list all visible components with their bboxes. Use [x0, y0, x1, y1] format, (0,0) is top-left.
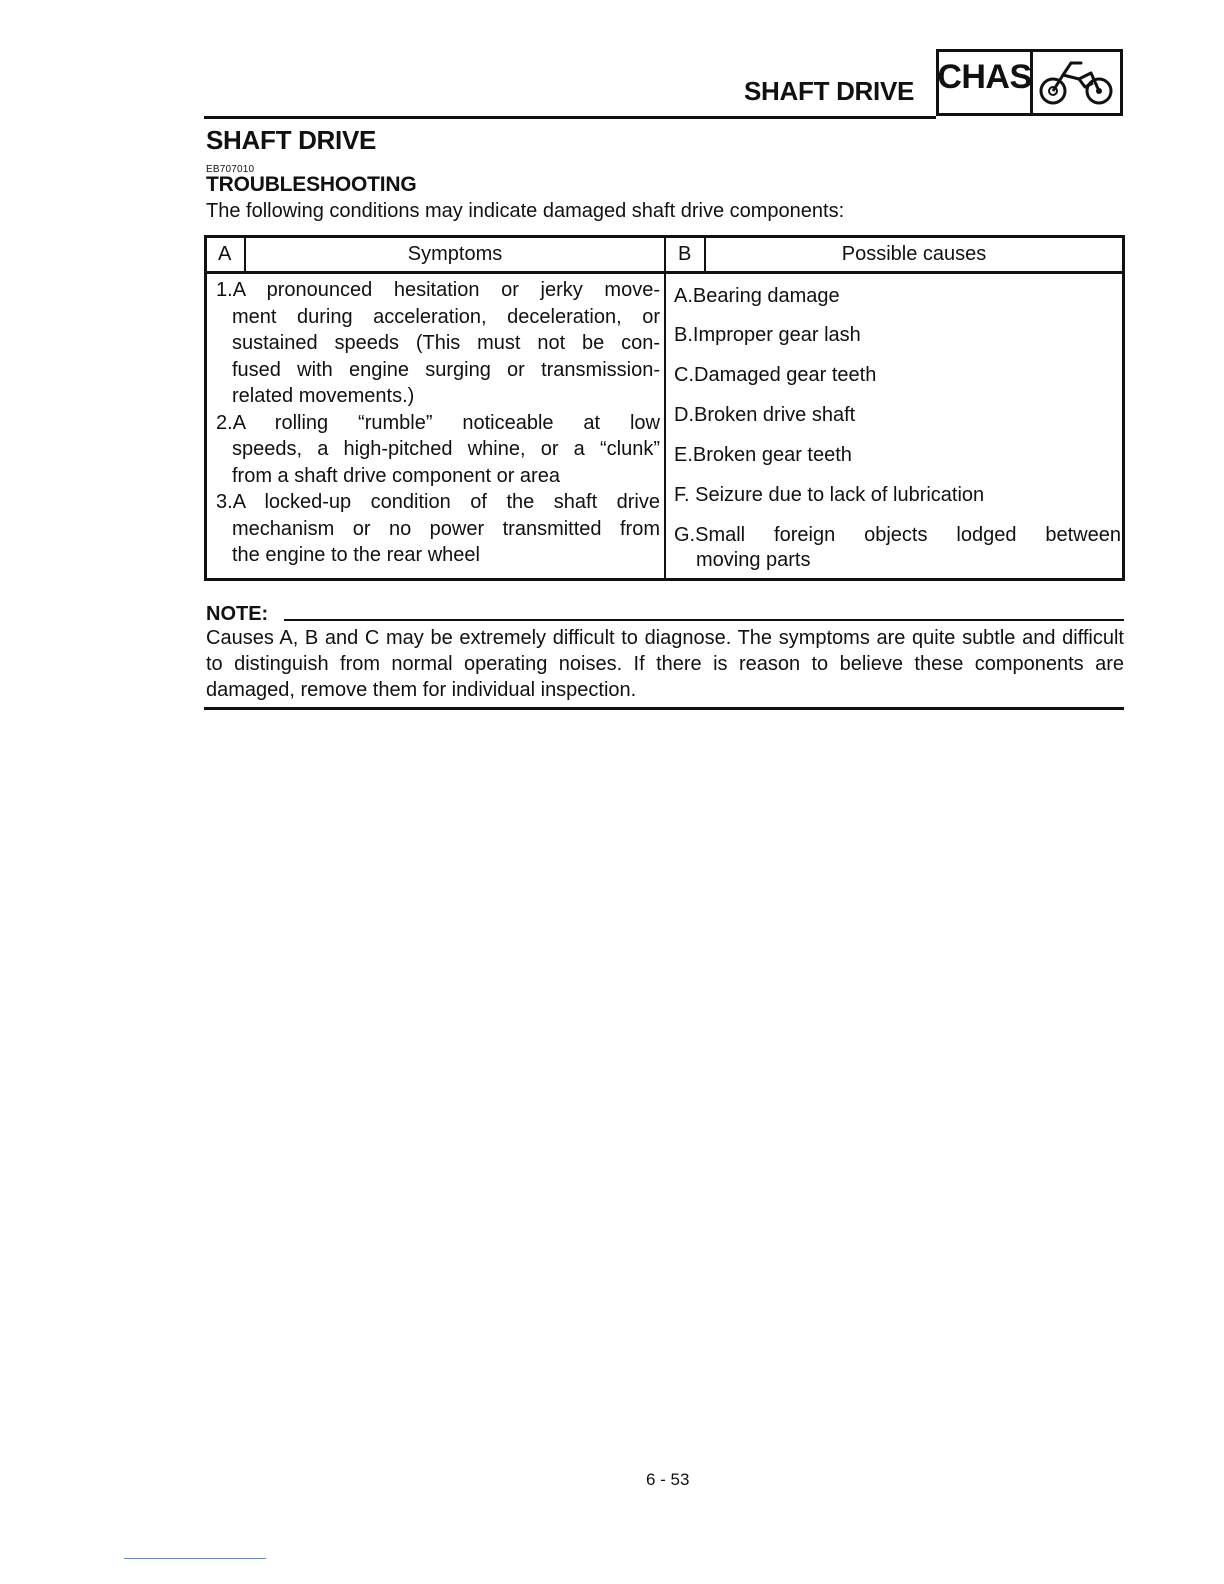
chapter-tab-label: CHAS [939, 52, 1033, 113]
symptoms-header: Symptoms [407, 243, 503, 265]
symptom-number: 2. [216, 411, 233, 434]
symptom-item-2 [216, 410, 660, 490]
symptom-line: ment during acceleration, deceleration, or [232, 305, 660, 328]
symptom-number: 3. [216, 491, 233, 513]
symptom-line: sustained speeds (This must not be con- [232, 332, 660, 354]
symptom-line: mechanism or no power transmitted from [232, 517, 660, 540]
column-divider [664, 238, 666, 578]
cause-item: B.Improper gear lash [674, 324, 861, 346]
symptoms-list [216, 277, 660, 569]
section-title: SHAFT DRIVE [206, 125, 377, 155]
cause-item-continued: moving parts [696, 549, 811, 571]
symptom-line: the engine to the rear wheel [232, 544, 480, 566]
cause-item: F. Seizure due to lack of lubrication [674, 484, 985, 506]
page-number: 6 - 53 [646, 1470, 690, 1489]
col-b-label: B [678, 243, 692, 265]
symptom-item-1 [216, 277, 660, 410]
symptom-line: fused with engine surging or transmission- [232, 358, 660, 381]
symptom-line: from a shaft drive component or area [232, 464, 560, 487]
header-title: SHAFT DRIVE [744, 76, 915, 106]
symptom-item-3 [216, 489, 660, 569]
troubleshooting-table [204, 235, 1125, 581]
col-a-label: A [218, 243, 232, 265]
intro-text: The following conditions may indicate damaged shaft drive components: [206, 200, 845, 222]
symptom-line: speeds, a high-pitched whine, or a “clunk” [232, 438, 660, 460]
symptom-line: A locked-up condition of the shaft drive [232, 491, 660, 513]
cause-item: E.Broken gear teeth [674, 444, 852, 466]
section-code: EB707010 [206, 164, 255, 175]
symptom-line: A rolling “rumble” noticeable at low [232, 411, 660, 434]
cause-item: D.Broken drive shaft [674, 404, 856, 426]
note-rule [284, 619, 1124, 621]
subsection-title: TROUBLESHOOTING [206, 173, 417, 196]
motorcycle-icon [1033, 52, 1120, 113]
note-text: Causes A, B and C may be extremely difficult to diagnose. The symptoms are quite subtle and difficult to distinguish from normal operating noises. If there is reason to believe these components are damaged, remove them for individual inspection. [206, 627, 1124, 701]
symptom-line: A pronounced hesitation or jerky move- [232, 279, 660, 301]
cause-item: A.Bearing damage [674, 285, 840, 307]
note-end-rule [204, 707, 1124, 710]
chapter-tab [936, 49, 1123, 116]
causes-header: Possible causes [841, 243, 987, 265]
symptom-line: related movements.) [232, 385, 415, 407]
note-label: NOTE: [206, 603, 269, 625]
cause-item: G.Small foreign objects lodged between [674, 524, 1121, 546]
header-rule [204, 116, 936, 119]
symptom-number: 1. [216, 279, 233, 301]
cause-item: C.Damaged gear teeth [674, 364, 877, 386]
bottom-rule [124, 1558, 266, 1559]
